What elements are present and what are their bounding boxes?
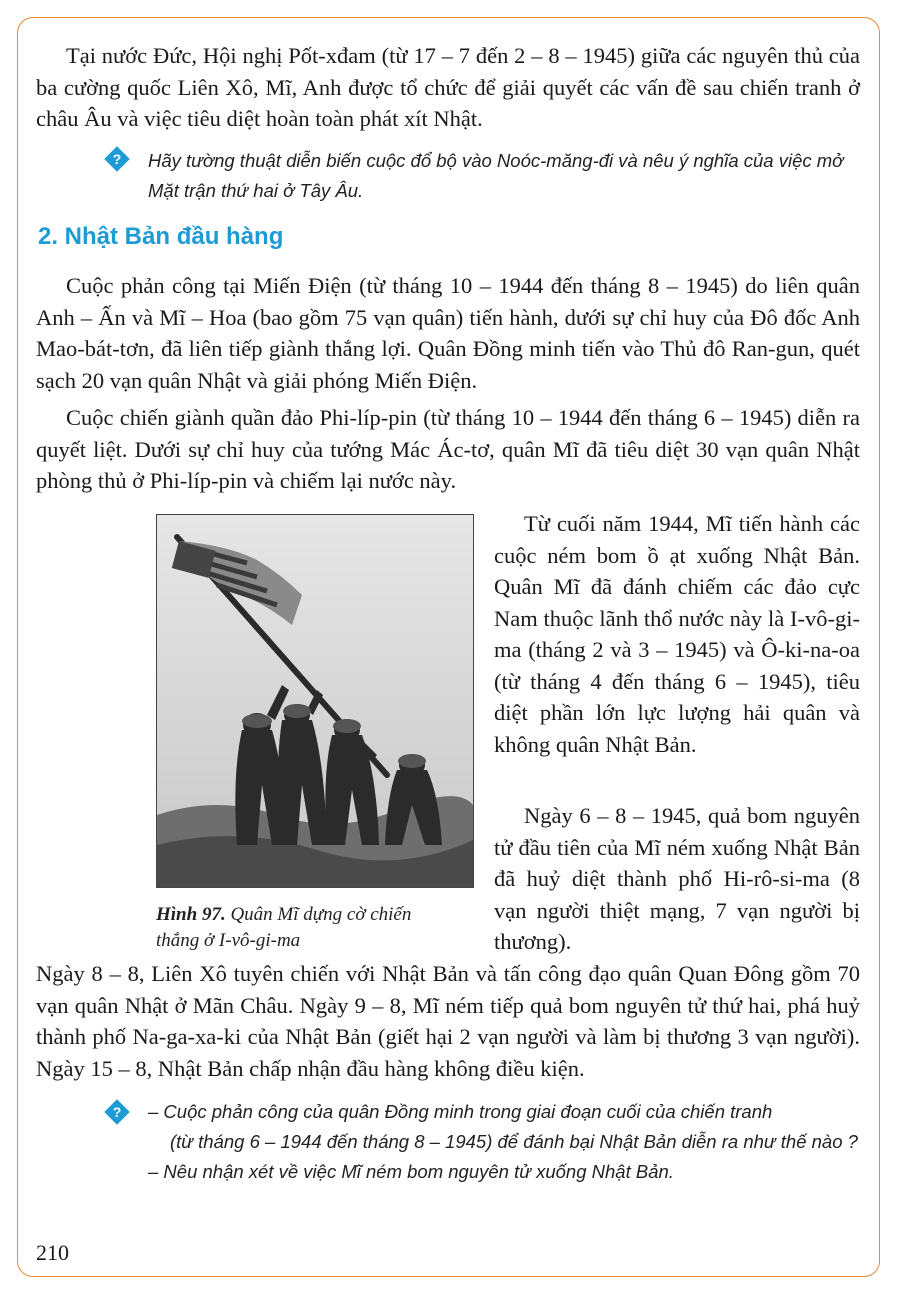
paragraph-philippines: Cuộc chiến giành quần đảo Phi-líp-pin (từ tháng 10 – 1944 đến tháng 6 – 1945) diễn ra quyết liệt. Dưới sự chỉ huy của tướng Mác Ác-tơ, quân Mĩ đã tiêu diệt 30 vạn quân Nhật phòng thủ ở Phi-líp-pin và chiếm lại nước này. <box>36 405 860 493</box>
paragraph-burma: Cuộc phản công tại Miến Điện (từ tháng 10 – 1944 đến tháng 8 – 1945) do liên quân Anh – Ấn và Mĩ – Hoa (bao gồm 75 vạn quân) tiến hành, dưới sự chỉ huy của Đô đốc Anh Mao-bát-tơn, đã liên tiếp giành thắng lợi. Quân Đồng minh tiến vào Thủ đô Ran-gun, quét sạch 20 vạn quân Nhật và giải phóng Miến Điện. <box>36 273 860 393</box>
question-2-line-2: – Nêu nhận xét về việc Mĩ ném bom nguyên tử xuống Nhật Bản. <box>148 1161 674 1182</box>
question-2-line-1: – Cuộc phản công của quân Đồng minh trong giai đoạn cuối của chiến tranh <box>148 1101 773 1122</box>
question-diamond-icon <box>104 1099 130 1125</box>
paragraph-potsdam: Tại nước Đức, Hội nghị Pốt-xđam (từ 17 – 7 đến 2 – 8 – 1945) giữa các nguyên thủ của ba cường quốc Liên Xô, Mĩ, Anh được tổ chức để giải quyết các vấn đề sau chiến tranh ở châu Âu và việc tiêu diệt hoàn toàn phát xít Nhật. <box>36 43 860 131</box>
question-2-text <box>148 1097 864 1187</box>
page-number: 210 <box>36 1240 69 1265</box>
question-2-line-1b: (từ tháng 6 – 1944 đến tháng 8 – 1945) để đánh bại Nhật Bản diễn ra như thế nào ? <box>170 1131 858 1152</box>
flag-raising-illustration <box>157 515 473 887</box>
question-box-1 <box>104 146 864 210</box>
paragraph-bombing: Từ cuối năm 1944, Mĩ tiến hành các cuộc ném bom ồ ạt xuống Nhật Bản. Quân Mĩ đã đánh chiếm các đảo cực Nam thuộc lãnh thổ nước này là I-vô-gi-ma (tháng 2 và 3 – 1945) và Ô-ki-na-oa (từ tháng 4 đến tháng 6 – 1945), tiêu diệt phần lớn lực lượng hải quân và không quân Nhật Bản. <box>494 511 860 757</box>
figure-caption-text: Quân Mĩ dựng cờ chiến thắng ở I-vô-gi-ma <box>156 904 412 951</box>
question-diamond-icon <box>104 146 130 172</box>
section-heading: 2. Nhật Bản đầu hàng <box>38 223 284 250</box>
figure-caption <box>156 902 456 954</box>
paragraph-surrender: Ngày 8 – 8, Liên Xô tuyên chiến với Nhật Bản và tấn công đạo quân Quan Đông gồm 70 vạn quân Nhật ở Mãn Châu. Ngày 9 – 8, Mĩ ném tiếp quả bom nguyên tử thứ hai, phá huỷ thành phố Na-ga-xa-ki của Nhật Bản (giết hại 2 vạn người và làm bị thương 3 vạn người). Ngày 15 – 8, Nhật Bản chấp nhận đầu hàng không điều kiện. <box>36 961 860 1081</box>
paragraph-hiroshima: Ngày 6 – 8 – 1945, quả bom nguyên tử đầu tiên của Mĩ ném xuống Nhật Bản đã huỷ diệt thành phố Hi-rô-si-ma (8 vạn người thiệt mạng, 7 vạn người bị thương). <box>494 803 860 954</box>
svg-text:?: ? <box>112 151 122 167</box>
figure-label: Hình 97. <box>156 904 226 925</box>
question-1-text: Hãy tường thuật diễn biến cuộc đổ bộ vào Noóc-măng-đi và nêu ý nghĩa của việc mở Mặt trận thứ hai ở Tây Âu. <box>148 150 844 201</box>
svg-text:?: ? <box>112 1104 122 1120</box>
iwo-jima-photo <box>156 514 474 888</box>
